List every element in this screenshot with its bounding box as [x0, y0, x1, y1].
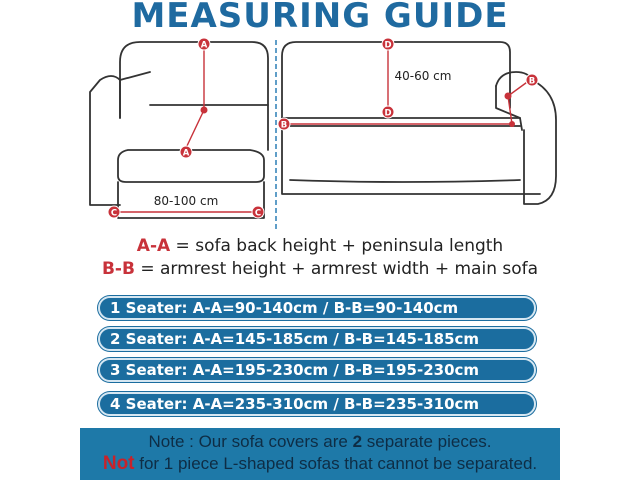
- formula-bb: [0, 259, 640, 279]
- svg-text:C: C: [110, 208, 118, 219]
- formula-bb-text: = armrest height + armrest width + main sofa: [134, 259, 539, 279]
- svg-text:C: C: [254, 208, 262, 219]
- svg-text:B: B: [280, 120, 288, 131]
- note-not: Not: [102, 453, 135, 474]
- svg-text:A: A: [200, 40, 208, 51]
- measure-left-label: 80-100 cm: [153, 194, 219, 208]
- marker-a-mid: [180, 146, 192, 159]
- marker-a-top: [198, 38, 210, 51]
- note-line-2: Not for 1 piece L-shaped sofas that cannot be separated.: [102, 453, 538, 474]
- page-title: MEASURING GUIDE: [131, 0, 509, 36]
- formula-bb-key: B-B: [101, 259, 135, 279]
- size-row-2-seater: 2 Seater: A-A=145-185cm / B-B=145-185cm: [98, 327, 536, 351]
- svg-text:D: D: [384, 40, 392, 51]
- formula-aa-key: A-A: [136, 236, 171, 256]
- left-armrest: [90, 76, 120, 205]
- marker-b-right: [526, 74, 538, 87]
- svg-text:B: B: [528, 76, 536, 87]
- size-row-4-seater: 4 Seater: A-A=235-310cm / B-B=235-310cm: [98, 392, 536, 416]
- marker-b-left: [278, 118, 290, 131]
- marker-d-top: [382, 38, 394, 51]
- a-a-line: [186, 44, 204, 148]
- right-armrest: [496, 72, 556, 204]
- marker-c-left: [108, 206, 120, 219]
- svg-text:A: A: [182, 148, 190, 159]
- marker-d-mid: [382, 106, 394, 119]
- formula-aa-text: = sofa back height + peninsula length: [170, 236, 504, 256]
- formula-aa: [0, 236, 640, 256]
- svg-text:D: D: [384, 108, 392, 119]
- note-line-1: Note : Our sofa covers are 2 separate pieces.: [148, 432, 492, 451]
- measure-right-label: 40-60 cm: [394, 69, 452, 83]
- left-sofa-back: [120, 42, 268, 150]
- marker-c-right: [252, 206, 264, 219]
- note-box: [80, 428, 560, 480]
- size-row-3-seater: 3 Seater: A-A=195-230cm / B-B=195-230cm: [98, 358, 536, 382]
- size-row-1-seater: 1 Seater: A-A=90-140cm / B-B=90-140cm: [98, 296, 536, 320]
